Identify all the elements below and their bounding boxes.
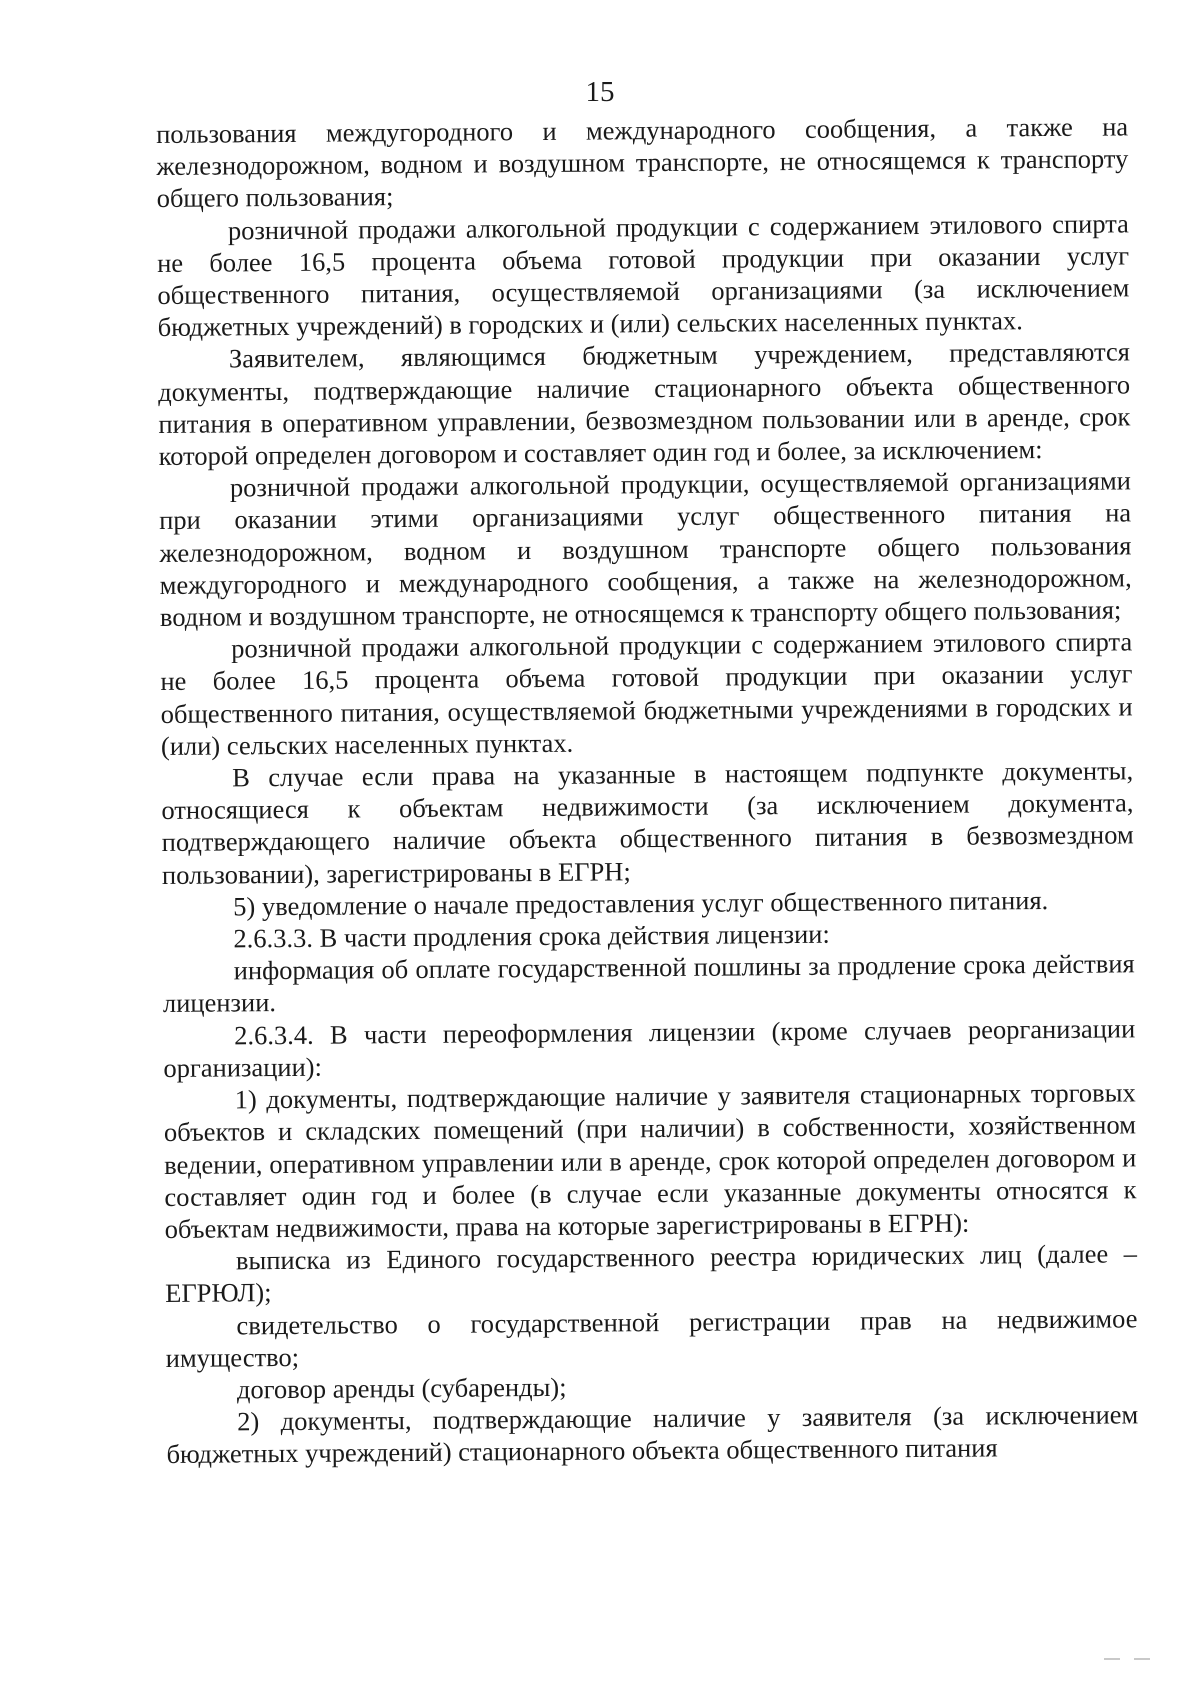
section-heading-2-6-3-4: 2.6.3.4. В части переоформления лицензии (кроме случаев реорганизации организации):	[163, 1013, 1136, 1083]
scan-artifact	[1104, 1658, 1162, 1662]
paragraph: выписка из Единого государственного реестра юридических лиц (далее – ЕГРЮЛ);	[165, 1238, 1138, 1309]
paragraph: информация об оплате государственной пошлины за продление срока действия лицензии.	[162, 948, 1135, 1019]
list-item-2: 2) документы, подтверждающие наличие у заявителя (за исключением бюджетных учреждений) стационарного объекта общественного питания	[166, 1399, 1139, 1470]
paragraph: пользования междугородного и международного сообщения, а также на железнодорожном, водном и воздушном транспорте, не относящемся к транспорту общего пользования;	[156, 111, 1129, 214]
paragraph: договор аренды (субаренды);	[236, 1371, 567, 1405]
document-body	[156, 110, 1139, 1470]
paragraph: розничной продажи алкогольной продукции с содержанием этилового спирта не более 16,5 процента объема готовой продукции при оказании услуг общественного питания, осуществляемой бюджетными учреждениями в городских и (или) сельских населенных пунктах.	[160, 626, 1133, 761]
list-item-1: 1) документы, подтверждающие наличие у заявителя стационарных торговых объектов и складских помещений (при наличии) в собственности, хозяйственном ведении, оперативном управлении или в аренде, срок которой определен договором и составляет один год и более (в случае если указанные документы относятся к объектам недвижимости, права на которые зарегистрированы в ЕГРН):	[163, 1077, 1137, 1244]
paragraph: розничной продажи алкогольной продукции с содержанием этилового спирта не более 16,5 процента объема готовой продукции при оказании услуг общественного питания, осуществляемой организациями (за исключением бюджетных учреждений) в городских и (или) сельских населенных пунктах.	[157, 207, 1130, 343]
paragraph: розничной продажи алкогольной продукции, осуществляемой организациями при оказании этими организациями услуг общественного питания на железнодорожном, водном и воздушном транспорте общего пользования междугородного и международного сообщения, а также на железнодорожном, водном и воздушном транспорте, не относящемся к транспорту общего пользования;	[159, 465, 1132, 633]
paragraph: В случае если права на указанные в настоящем подпункте документы, относящиеся к объектам недвижимости (за исключением документа, подтверждающего наличие объекта общественного питания в безвозмездном пользовании), зарегистрированы в ЕГРН;	[161, 755, 1134, 890]
section-heading-2-6-3-3: 2.6.3.3. В части продления срока действия лицензии:	[233, 918, 830, 954]
list-item-5: 5) уведомление о начале предоставления услуг общественного питания.	[233, 884, 1049, 922]
paragraph: Заявителем, являющимся бюджетным учреждением, представляются документы, подтверждающие наличие стационарного объекта общественного питания в оперативном управлении, безвозмездном пользовании или в аренде, срок которой определен договором и составляет один год и более, за исключением:	[158, 336, 1131, 472]
paragraph: свидетельство о государственной регистрации прав на недвижимое имущество;	[165, 1302, 1138, 1373]
page-number: 15	[585, 76, 615, 108]
